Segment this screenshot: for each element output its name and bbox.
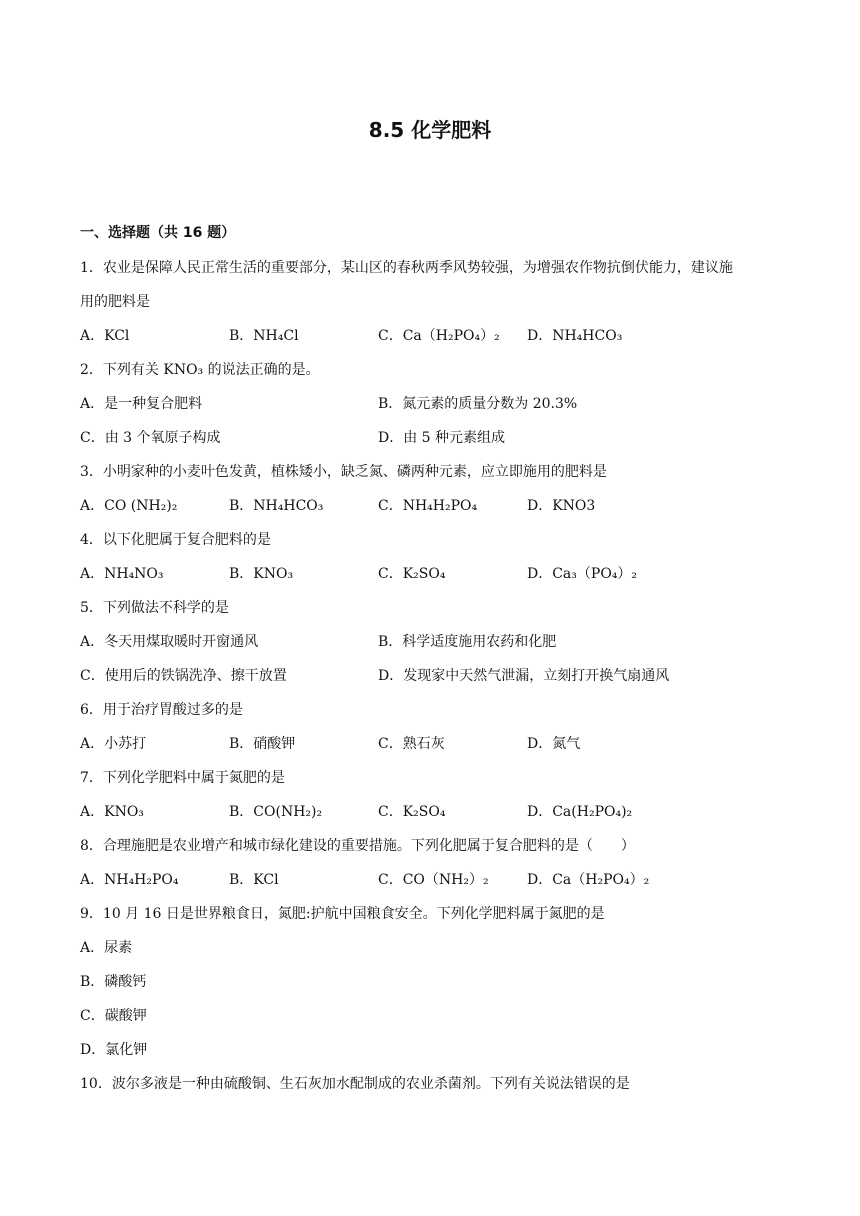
question-1-option-c: C．Ca（H₂PO₄）₂ xyxy=(378,328,500,344)
question-7-option-d: D．Ca(H₂PO₄)₂ xyxy=(527,804,633,820)
question-1-option-d: D．NH₄HCO₃ xyxy=(527,328,623,344)
question-7-option-b: B．CO(NH₂)₂ xyxy=(229,804,323,820)
question-3-option-c: C．NH₄H₂PO₄ xyxy=(378,498,478,514)
question-5-option-a: A．冬天用煤取暖时开窗通风 xyxy=(80,634,259,650)
question-8-option-b: B．KCl xyxy=(229,872,279,888)
question-8-option-a: A．NH₄H₂PO₄ xyxy=(80,872,179,888)
question-1-option-b: B．NH₄Cl xyxy=(229,328,299,344)
question-9-option-b: B．磷酸钙 xyxy=(80,974,147,990)
section-heading: 一、选择题（共 16 题） xyxy=(80,225,236,241)
question-9-option-c: C．碳酸钾 xyxy=(80,1008,147,1024)
question-7-option-a: A．KNO₃ xyxy=(80,804,144,820)
question-3-option-a: A．CO (NH₂)₂ xyxy=(80,498,178,514)
question-6-option-c: C．熟石灰 xyxy=(378,736,445,752)
question-7-option-c: C．K₂SO₄ xyxy=(378,804,446,820)
question-5-option-b: B．科学适度施用农药和化肥 xyxy=(378,634,557,650)
question-9-option-a: A．尿素 xyxy=(80,940,133,956)
question-1-option-a: A．KCl xyxy=(80,328,130,344)
page-title: 8.5 化学肥料 xyxy=(368,118,492,142)
question-4-option-b: B．KNO₃ xyxy=(229,566,294,582)
question-4-stem: 4．以下化肥属于复合肥料的是 xyxy=(80,532,271,548)
question-8-stem: 8．合理施肥是农业增产和城市绿化建设的重要措施。下列化肥属于复合肥料的是（ ） xyxy=(80,838,635,854)
question-3-option-b: B．NH₄HCO₃ xyxy=(229,498,324,514)
question-1-stem: 1．农业是保障人民正常生活的重要部分，某山区的春秋两季风势较强，为增强农作物抗倒伏能力，建议施 xyxy=(80,260,733,276)
question-4-option-a: A．NH₄NO₃ xyxy=(80,566,164,582)
question-2-option-d: D．由 5 种元素组成 xyxy=(378,430,506,446)
question-5-option-c: C．使用后的铁锅洗净、擦干放置 xyxy=(80,668,287,684)
question-4-option-c: C．K₂SO₄ xyxy=(378,566,446,582)
question-9-option-d: D．氯化钾 xyxy=(80,1042,148,1058)
question-2-stem: 2．下列有关 KNO₃ 的说法正确的是。 xyxy=(80,362,320,378)
question-6-option-a: A．小苏打 xyxy=(80,736,147,752)
question-1-stem-cont: 用的肥料是 xyxy=(80,294,150,310)
question-10-stem: 10．波尔多液是一种由硫酸铜、生石灰加水配制成的农业杀菌剂。下列有关说法错误的是 xyxy=(80,1076,630,1092)
question-2-option-b: B．氮元素的质量分数为 20.3% xyxy=(378,396,578,412)
question-3-stem: 3．小明家种的小麦叶色发黄，植株矮小，缺乏氮、磷两种元素，应立即施用的肥料是 xyxy=(80,464,607,480)
question-2-option-c: C．由 3 个氧原子构成 xyxy=(80,430,221,446)
question-6-option-d: D．氮气 xyxy=(527,736,581,752)
question-3-option-d: D．KNO3 xyxy=(527,498,596,514)
question-5-stem: 5．下列做法不科学的是 xyxy=(80,600,229,616)
question-8-option-d: D．Ca（H₂PO₄）₂ xyxy=(527,872,650,888)
question-6-option-b: B．硝酸钾 xyxy=(229,736,296,752)
question-5-option-d: D．发现家中天然气泄漏，立刻打开换气扇通风 xyxy=(378,668,670,684)
question-7-stem: 7．下列化学肥料中属于氮肥的是 xyxy=(80,770,285,786)
question-4-option-d: D．Ca₃（PO₄）₂ xyxy=(527,566,638,582)
question-6-stem: 6．用于治疗胃酸过多的是 xyxy=(80,702,243,718)
question-2-option-a: A．是一种复合肥料 xyxy=(80,396,203,412)
question-9-stem: 9．10 月 16 日是世界粮食日，氮肥:护航中国粮食安全。下列化学肥料属于氮肥的是 xyxy=(80,906,605,922)
question-8-option-c: C．CO（NH₂）₂ xyxy=(378,872,489,888)
